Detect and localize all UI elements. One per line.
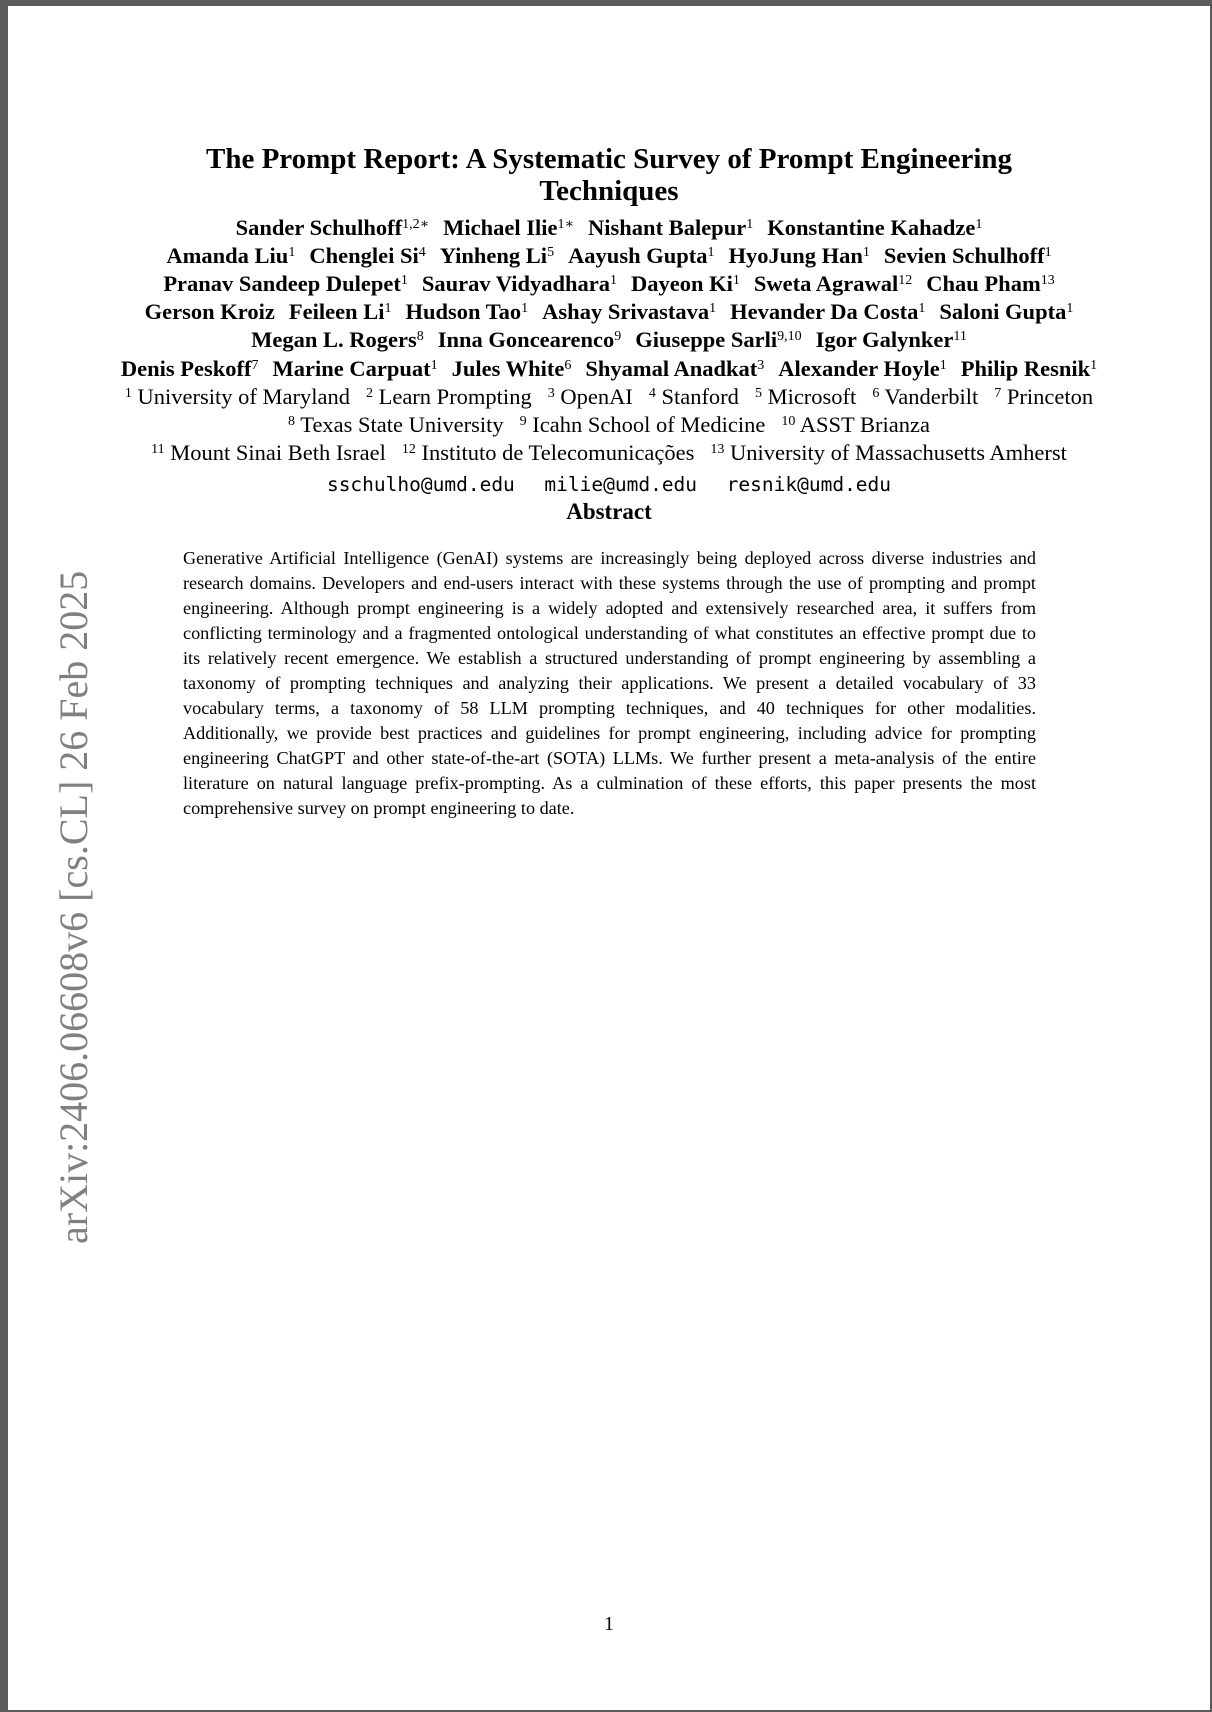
author-affiliation-marker: 1 <box>975 217 983 232</box>
affiliation-name: Mount Sinai Beth Israel <box>170 440 386 465</box>
author-name-text: Aayush Gupta <box>568 243 708 268</box>
author-name <box>309 243 425 268</box>
author-row <box>8 299 1210 325</box>
author-name-text: Megan L. Rogers <box>251 327 417 352</box>
author-affiliation-marker: 1 <box>1044 245 1052 260</box>
email-line <box>8 471 1210 498</box>
affiliation-number: 9 <box>519 414 527 429</box>
affiliation-number: 7 <box>994 386 1002 401</box>
affiliation-name: Microsoft <box>767 384 857 409</box>
affiliation <box>548 384 633 409</box>
author-name-text: Amanda Liu <box>166 243 289 268</box>
author-name-text: Igor Galynker <box>815 327 954 352</box>
affiliation-number: 5 <box>754 386 762 401</box>
affiliation <box>710 440 1066 465</box>
author-name-text: Sweta Agrawal <box>753 271 899 296</box>
author-affiliation-marker: 1 <box>862 245 870 260</box>
author-name <box>166 243 295 268</box>
affiliation-name: Icahn School of Medicine <box>532 412 766 437</box>
email-3[interactable]: resnik@umd.edu <box>726 473 892 496</box>
author-affiliation-marker: 1 <box>1066 301 1074 316</box>
author-name <box>145 299 275 324</box>
author-name <box>121 356 259 381</box>
author-name-text: Nishant Balepur <box>588 215 747 240</box>
affiliation <box>781 412 930 437</box>
author-name-text: Saurav Vidyadhara <box>421 271 611 296</box>
arxiv-identifier-stamp: arXiv:2406.06608v6 [cs.CL] 26 Feb 2025 <box>51 570 96 1244</box>
author-affiliation-marker: 9 <box>614 329 622 344</box>
author-name-text: Giuseppe Sarli <box>635 327 778 352</box>
author-name-text: Feileen Li <box>288 299 385 324</box>
affiliation-name: University of Massachusetts Amherst <box>730 440 1067 465</box>
author-name-text: Inna Goncearenco <box>437 327 615 352</box>
author-name <box>884 243 1052 268</box>
author-affiliation-marker: 3 <box>757 358 765 373</box>
author-name-text: Konstantine Kahadze <box>767 215 976 240</box>
author-affiliation-marker: 7 <box>251 358 259 373</box>
author-name <box>452 356 572 381</box>
author-affiliation-marker: 1 <box>709 301 717 316</box>
author-name-text: Alexander Hoyle <box>778 356 940 381</box>
author-name <box>926 271 1054 296</box>
paper-title-line-1: The Prompt Report: A Systematic Survey of Prompt Engineering <box>205 143 1013 175</box>
author-name-text: Chenglei Si <box>309 243 419 268</box>
affiliation-number: 1 <box>124 386 132 401</box>
affiliation-name: Instituto de Telecomunicações <box>421 440 695 465</box>
author-affiliation-marker: 1∗ <box>557 217 575 232</box>
affiliation <box>755 384 856 409</box>
affiliation-number: 8 <box>288 414 296 429</box>
author-name-text: Saloni Gupta <box>939 299 1067 324</box>
author-name-text: Dayeon Ki <box>631 271 733 296</box>
affiliation <box>366 384 532 409</box>
affiliation-number: 2 <box>365 386 373 401</box>
email-2[interactable]: milie@umd.edu <box>544 473 698 496</box>
author-affiliation-marker: 1 <box>1090 358 1098 373</box>
author-name-text: Ashay Srivastava <box>542 299 710 324</box>
author-affiliation-marker: 9,10 <box>777 329 802 344</box>
author-row <box>8 271 1210 297</box>
author-row <box>8 243 1210 269</box>
author-affiliation-marker: 11 <box>953 329 967 344</box>
author-name <box>939 299 1073 324</box>
author-row <box>8 215 1210 241</box>
affiliation-number: 6 <box>872 386 880 401</box>
author-row <box>8 327 1210 353</box>
email-1[interactable]: sschulho@umd.edu <box>326 473 515 496</box>
author-name-text: Chau Pham <box>926 271 1041 296</box>
affiliation <box>649 384 739 409</box>
author-name <box>730 299 925 324</box>
author-affiliation-marker: 13 <box>1040 273 1055 288</box>
author-name <box>236 215 430 240</box>
author-name <box>767 215 982 240</box>
affiliation-name: ASST Brianza <box>799 412 930 437</box>
author-name <box>405 299 528 324</box>
author-name-text: Marine Carpuat <box>272 356 431 381</box>
author-name-text: Pranav Sandeep Dulepet <box>163 271 401 296</box>
affiliation-row <box>8 412 1210 438</box>
affiliation <box>994 384 1093 409</box>
author-name-text: Hevander Da Costa <box>730 299 919 324</box>
author-name-text: Hudson Tao <box>405 299 522 324</box>
author-name <box>816 327 967 352</box>
author-name-text: Yinheng Li <box>439 243 548 268</box>
author-affiliation-marker: 1 <box>939 358 947 373</box>
author-name <box>438 327 621 352</box>
author-affiliation-marker: 1 <box>707 245 715 260</box>
affiliation-number: 4 <box>648 386 656 401</box>
author-name <box>163 271 408 296</box>
paper-title-line-2: Techniques <box>539 175 679 207</box>
author-name <box>778 356 946 381</box>
affiliation-name: University of Maryland <box>137 384 350 409</box>
author-name-text: Denis Peskoff <box>120 356 252 381</box>
author-affiliation-marker: 1 <box>288 245 296 260</box>
page-number: 1 <box>604 1613 614 1635</box>
author-row <box>8 356 1210 382</box>
affiliation <box>151 440 386 465</box>
author-affiliation-marker: 8 <box>416 329 424 344</box>
author-name <box>754 271 912 296</box>
author-affiliation-marker: 1 <box>918 301 926 316</box>
author-name <box>568 243 714 268</box>
author-affiliation-marker: 1 <box>521 301 529 316</box>
author-name <box>585 356 764 381</box>
author-name <box>635 327 801 352</box>
author-name-text: Sevien Schulhoff <box>883 243 1045 268</box>
author-affiliation-marker: 1 <box>400 273 408 288</box>
affiliation <box>288 412 504 437</box>
author-affiliation-marker: 6 <box>564 358 572 373</box>
author-name <box>272 356 437 381</box>
author-name-text: HyoJung Han <box>728 243 863 268</box>
author-affiliation-marker: 1 <box>430 358 438 373</box>
author-name-text: Philip Resnik <box>960 356 1091 381</box>
author-name <box>443 215 574 240</box>
author-name-text: Jules White <box>451 356 565 381</box>
author-affiliation-marker: 5 <box>547 245 555 260</box>
author-name <box>542 299 716 324</box>
affiliation <box>872 384 978 409</box>
pdf-page <box>8 6 1210 1710</box>
affiliation-number: 13 <box>710 442 725 457</box>
affiliation-name: Texas State University <box>300 412 504 437</box>
affiliation-number: 3 <box>547 386 555 401</box>
affiliation <box>125 384 350 409</box>
author-affiliation-marker: 1,2∗ <box>402 217 430 232</box>
affiliation <box>520 412 766 437</box>
author-affiliation-marker: 4 <box>418 245 426 260</box>
author-name <box>440 243 554 268</box>
author-name-text: Sander Schulhoff <box>235 215 403 240</box>
author-affiliation-marker: 1 <box>610 273 618 288</box>
affiliation-name: Stanford <box>661 384 739 409</box>
affiliation-name: Learn Prompting <box>378 384 532 409</box>
abstract-heading: Abstract <box>566 499 652 524</box>
affiliation-row <box>8 440 1210 466</box>
affiliation-name: Vanderbilt <box>884 384 979 409</box>
affiliation-number: 11 <box>151 442 165 457</box>
author-name <box>251 327 424 352</box>
author-name <box>961 356 1097 381</box>
affiliation-number: 12 <box>401 442 416 457</box>
author-affiliation-marker: 1 <box>384 301 392 316</box>
affiliation <box>402 440 695 465</box>
abstract-text: Generative Artificial Intelligence (GenAI) systems are increasingly being deployed across diverse industries and research domains. Developers and end-users interact with these systems through the use of prompting and prompt engineering. Although prompt engineering is a widely adopted and extensively researched area, it suffers from conflicting terminology and a fragmented ontological understanding of what constitutes an effective prompt due to its relatively recent emergence. We establish a structured understanding of prompt engineering by assembling a taxonomy of prompting techniques and analyzing their applications. We present a detailed vocabulary of 33 vocabulary terms, a taxonomy of 58 LLM prompting techniques, and 40 techniques for other modalities. Additionally, we provide best practices and guidelines for prompt engineering, including advice for prompting engineering ChatGPT and other state-of-the-art (SOTA) LLMs. We further present a meta-analysis of the entire literature on natural language prefix-prompting. As a culmination of these efforts, this paper presents the most comprehensive survey on prompt engineering to date. <box>183 548 1036 818</box>
author-name <box>631 271 740 296</box>
author-name <box>289 299 392 324</box>
author-affiliation-marker: 1 <box>746 217 754 232</box>
author-name-text: Shyamal Anadkat <box>585 356 758 381</box>
author-name-text: Gerson Kroiz <box>144 299 275 324</box>
affiliation-name: OpenAI <box>560 384 633 409</box>
author-name <box>588 215 753 240</box>
affiliation-name: Princeton <box>1006 384 1094 409</box>
author-name <box>422 271 617 296</box>
author-name-text: Michael Ilie <box>443 215 558 240</box>
author-name <box>729 243 870 268</box>
affiliation-number: 10 <box>781 414 796 429</box>
author-affiliation-marker: 12 <box>898 273 913 288</box>
author-affiliation-marker: 1 <box>732 273 740 288</box>
affiliation-row <box>8 384 1210 410</box>
